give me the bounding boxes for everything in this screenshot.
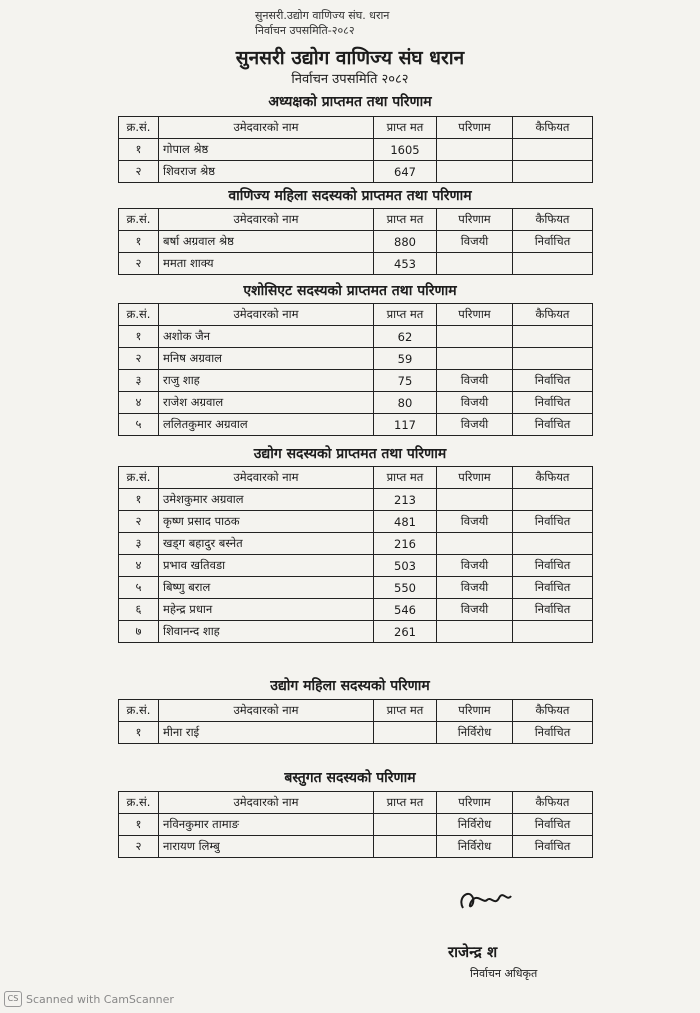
cell-result: निर्विरोध (437, 814, 513, 836)
cell-remarks: निर्वाचित (513, 392, 593, 414)
column-header-sn: क्र.सं. (119, 467, 159, 489)
cell-sn: २ (119, 253, 159, 275)
results-table-industry (118, 466, 593, 643)
cell-result: विजयी (437, 392, 513, 414)
cell-result: विजयी (437, 599, 513, 621)
cell-remarks (513, 533, 593, 555)
section-title-commerce-women: वाणिज्य महिला सदस्यको प्राप्तमत तथा परिणाम (228, 188, 472, 204)
cell-name: ममता शाक्य (159, 253, 374, 275)
stamp-line-2: निर्वाचन उपसमिति-२०८२ (255, 24, 355, 37)
cell-remarks (513, 161, 593, 183)
cell-votes: 481 (374, 511, 437, 533)
section-title-industry: उद्योग सदस्यको प्राप्तमत तथा परिणाम (253, 446, 447, 462)
cell-votes: 213 (374, 489, 437, 511)
table-row (119, 326, 593, 348)
camscanner-logo-icon: CS (4, 991, 22, 1007)
cell-votes: 117 (374, 414, 437, 436)
cell-votes: 62 (374, 326, 437, 348)
cell-votes: 75 (374, 370, 437, 392)
cell-votes: 546 (374, 599, 437, 621)
column-header-votes: प्राप्त मत (374, 304, 437, 326)
cell-sn: २ (119, 161, 159, 183)
cell-sn: ४ (119, 555, 159, 577)
table-header-row (119, 304, 593, 326)
column-header-votes: प्राप्त मत (374, 117, 437, 139)
cell-result (437, 326, 513, 348)
column-header-sn: क्र.सं. (119, 209, 159, 231)
cell-votes: 647 (374, 161, 437, 183)
cell-result: निर्विरोध (437, 836, 513, 858)
cell-name: बिष्णु बराल (159, 577, 374, 599)
cell-result: विजयी (437, 511, 513, 533)
column-header-result: परिणाम (437, 209, 513, 231)
cell-name: राजु शाह (159, 370, 374, 392)
table-row (119, 577, 593, 599)
table-header-row (119, 792, 593, 814)
column-header-votes: प्राप्त मत (374, 467, 437, 489)
cell-name: शिवानन्द शाह (159, 621, 374, 643)
cell-remarks (513, 253, 593, 275)
table-row (119, 555, 593, 577)
results-table-president (118, 116, 593, 183)
cell-remarks (513, 621, 593, 643)
cell-remarks: निर्वाचित (513, 370, 593, 392)
column-header-name: उमेदवारको नाम (159, 304, 374, 326)
table-row (119, 370, 593, 392)
column-header-remarks: कैफियत (513, 792, 593, 814)
table-header-row (119, 467, 593, 489)
results-table-objective (118, 791, 593, 858)
cell-result (437, 621, 513, 643)
cell-result: विजयी (437, 555, 513, 577)
cell-remarks: निर्वाचित (513, 414, 593, 436)
table-row (119, 599, 593, 621)
section-title-president: अध्यक्षको प्राप्तमत तथा परिणाम (268, 94, 432, 110)
cell-sn: ६ (119, 599, 159, 621)
table-row (119, 489, 593, 511)
table-header-row (119, 117, 593, 139)
cell-remarks: निर्वाचित (513, 231, 593, 253)
table-header-row (119, 209, 593, 231)
signatory-name: राजेन्द्र श (448, 943, 498, 961)
column-header-name: उमेदवारको नाम (159, 467, 374, 489)
table-row (119, 253, 593, 275)
cell-name: बर्षा अग्रवाल श्रेष्ठ (159, 231, 374, 253)
cell-name: नविनकुमार तामाङ (159, 814, 374, 836)
column-header-sn: क्र.सं. (119, 700, 159, 722)
cell-remarks: निर्वाचित (513, 511, 593, 533)
cell-name: मीना राई (159, 722, 374, 744)
column-header-name: उमेदवारको नाम (159, 700, 374, 722)
column-header-sn: क्र.सं. (119, 792, 159, 814)
cell-votes: 880 (374, 231, 437, 253)
column-header-remarks: कैफियत (513, 117, 593, 139)
column-header-result: परिणाम (437, 467, 513, 489)
column-header-result: परिणाम (437, 304, 513, 326)
cell-name: ललितकुमार अग्रवाल (159, 414, 374, 436)
column-header-remarks: कैफियत (513, 209, 593, 231)
table-header-row (119, 700, 593, 722)
cell-result (437, 253, 513, 275)
cell-remarks: निर्वाचित (513, 814, 593, 836)
cell-sn: १ (119, 326, 159, 348)
column-header-result: परिणाम (437, 117, 513, 139)
cell-sn: ३ (119, 533, 159, 555)
cell-votes: 503 (374, 555, 437, 577)
column-header-name: उमेदवारको नाम (159, 209, 374, 231)
cell-result: विजयी (437, 370, 513, 392)
cell-sn: ५ (119, 577, 159, 599)
cell-result (437, 161, 513, 183)
table-row (119, 511, 593, 533)
cell-votes: 80 (374, 392, 437, 414)
cell-sn: १ (119, 489, 159, 511)
cell-result (437, 139, 513, 161)
cell-result: विजयी (437, 577, 513, 599)
cell-name: राजेश अग्रवाल (159, 392, 374, 414)
cell-votes: 216 (374, 533, 437, 555)
cell-votes: 1605 (374, 139, 437, 161)
cell-name: गोपाल श्रेष्ठ (159, 139, 374, 161)
cell-sn: १ (119, 722, 159, 744)
cell-remarks: निर्वाचित (513, 577, 593, 599)
cell-result (437, 489, 513, 511)
cell-result (437, 348, 513, 370)
cell-sn: २ (119, 348, 159, 370)
cell-result: विजयी (437, 414, 513, 436)
column-header-result: परिणाम (437, 792, 513, 814)
cell-votes: 261 (374, 621, 437, 643)
cell-sn: ४ (119, 392, 159, 414)
section-title-associate: एशोसिएट सदस्यको प्राप्तमत तथा परिणाम (243, 283, 457, 299)
cell-name: मनिष अग्रवाल (159, 348, 374, 370)
document-subtitle: निर्वाचन उपसमिति २०८२ (291, 72, 409, 87)
cell-votes (374, 836, 437, 858)
cell-votes (374, 722, 437, 744)
table-row (119, 836, 593, 858)
table-row (119, 139, 593, 161)
cell-sn: १ (119, 139, 159, 161)
cell-remarks (513, 348, 593, 370)
cell-sn: २ (119, 511, 159, 533)
table-row (119, 231, 593, 253)
column-header-votes: प्राप्त मत (374, 792, 437, 814)
cell-name: उमेशकुमार अग्रवाल (159, 489, 374, 511)
cell-votes (374, 814, 437, 836)
column-header-sn: क्र.सं. (119, 304, 159, 326)
cell-sn: ५ (119, 414, 159, 436)
column-header-remarks: कैफियत (513, 700, 593, 722)
stamp-line-1: सुनसरी.उद्योग वाणिज्य संघ. धरान (255, 9, 390, 22)
cell-name: कृष्ण प्रसाद पाठक (159, 511, 374, 533)
cell-remarks: निर्वाचित (513, 555, 593, 577)
column-header-sn: क्र.सं. (119, 117, 159, 139)
cell-sn: ३ (119, 370, 159, 392)
cell-sn: १ (119, 814, 159, 836)
table-row (119, 348, 593, 370)
cell-name: नारायण लिम्बु (159, 836, 374, 858)
scanner-text: Scanned with CamScanner (26, 992, 174, 1006)
cell-remarks (513, 326, 593, 348)
signature-scribble (455, 880, 515, 920)
cell-sn: २ (119, 836, 159, 858)
table-row (119, 814, 593, 836)
cell-name: खड्ग बहादुर बस्नेत (159, 533, 374, 555)
cell-name: महेन्द्र प्रधान (159, 599, 374, 621)
cell-name: शिवराज श्रेष्ठ (159, 161, 374, 183)
cell-name: अशोक जैन (159, 326, 374, 348)
cell-result: विजयी (437, 231, 513, 253)
section-title-industry-women: उद्योग महिला सदस्यको परिणाम (270, 678, 430, 694)
table-row (119, 161, 593, 183)
column-header-remarks: कैफियत (513, 304, 593, 326)
table-row (119, 722, 593, 744)
column-header-name: उमेदवारको नाम (159, 117, 374, 139)
header-stamp (255, 8, 389, 38)
cell-votes: 59 (374, 348, 437, 370)
document-title: सुनसरी उद्योग वाणिज्य संघ धरान (235, 47, 465, 69)
column-header-votes: प्राप्त मत (374, 700, 437, 722)
cell-remarks (513, 139, 593, 161)
results-table-associate (118, 303, 593, 436)
table-row (119, 621, 593, 643)
column-header-votes: प्राप्त मत (374, 209, 437, 231)
results-table-commerce-women (118, 208, 593, 275)
cell-sn: ७ (119, 621, 159, 643)
section-title-objective: बस्तुगत सदस्यको परिणाम (284, 770, 416, 786)
column-header-name: उमेदवारको नाम (159, 792, 374, 814)
cell-remarks: निर्वाचित (513, 722, 593, 744)
table-row (119, 392, 593, 414)
cell-remarks: निर्वाचित (513, 836, 593, 858)
cell-remarks: निर्वाचित (513, 599, 593, 621)
column-header-result: परिणाम (437, 700, 513, 722)
cell-votes: 453 (374, 253, 437, 275)
table-row (119, 414, 593, 436)
cell-result (437, 533, 513, 555)
scanner-watermark (4, 991, 174, 1007)
cell-remarks (513, 489, 593, 511)
signatory-title: निर्वाचन अधिकृत (470, 967, 538, 980)
cell-votes: 550 (374, 577, 437, 599)
cell-name: प्रभाव खतिवडा (159, 555, 374, 577)
table-row (119, 533, 593, 555)
results-table-industry-women (118, 699, 593, 744)
column-header-remarks: कैफियत (513, 467, 593, 489)
cell-result: निर्विरोध (437, 722, 513, 744)
cell-sn: १ (119, 231, 159, 253)
